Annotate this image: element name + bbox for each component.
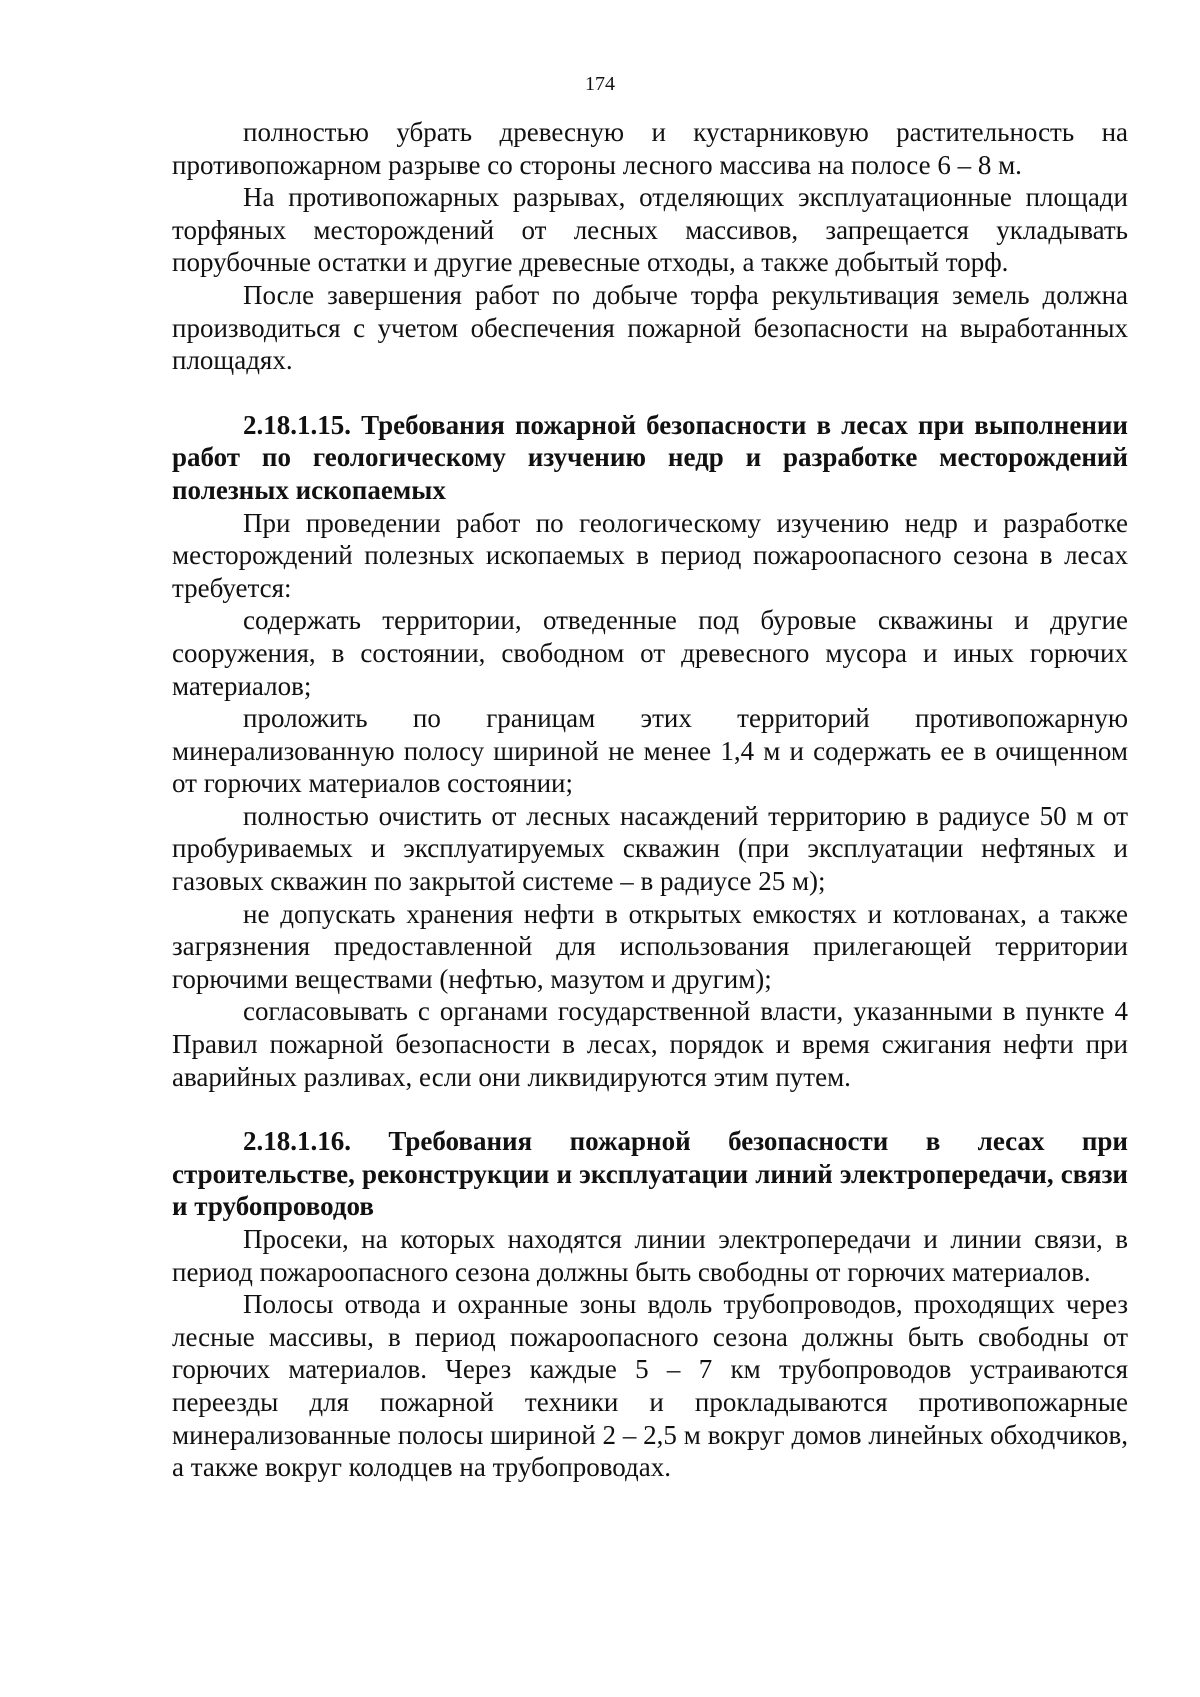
paragraph: согласовывать с органами государственной власти, указанными в пункте 4 Правил пожарной безопасности в лесах, порядок и время сжигания нефти при аварийных разливах, если они ликвидируются этим путем. <box>172 996 1128 1092</box>
section-spacer <box>172 377 1128 409</box>
paragraph: проложить по границам этих территорий противопожарную минерализованную полосу шириной не менее 1,4 м и содержать ее в очищенном от горючих материалов состоянии; <box>172 703 1128 799</box>
paragraph: полностью очистить от лесных насаждений территорию в радиусе 50 м от пробуриваемых и эксплуатируемых скважин (при эксплуатации нефтяных и газовых скважин по закрытой системе – в радиусе 25 м); <box>172 800 1128 897</box>
paragraph: полностью убрать древесную и кустарниковую растительность на противопожарном разрыве со стороны лесного массива на полосе 6 – 8 м. <box>172 117 1128 180</box>
paragraph: содержать территории, отведенные под буровые скважины и другие сооружения, в состоянии, свободном от древесного мусора и иных горючих материалов; <box>172 605 1128 701</box>
document-body <box>172 116 1128 1484</box>
paragraph: На противопожарных разрывах, отделяющих эксплуатационные площади торфяных месторождений от лесных массивов, запрещается укладывать порубочные остатки и другие древесные отходы, а также добытый торф. <box>172 182 1128 278</box>
page-number: 174 <box>585 73 615 95</box>
paragraph: не допускать хранения нефти в открытых емкостях и котлованах, а также загрязнения предоставленной для использования прилегающей территории горючими веществами (нефтью, мазутом и другим); <box>172 898 1128 994</box>
section-heading: 2.18.1.15. Требования пожарной безопасности в лесах при выполнении работ по геологическому изучению недр и разработке месторождений полезных ископаемых <box>172 409 1128 505</box>
paragraph: Полосы отвода и охранные зоны вдоль трубопроводов, проходящих через лесные массивы, в период пожароопасного сезона должны быть свободны от горючих материалов. Через каждые 5 – 7 км трубопроводов устраиваются переезды для пожарной техники и прокладываются противопожарные минерализованные полосы шириной 2 – 2,5 м вокруг домов линейных обходчиков, а также вокруг колодцев на трубопроводах. <box>172 1289 1128 1483</box>
paragraph: После завершения работ по добыче торфа рекультивация земель должна производиться с учетом обеспечения пожарной безопасности на выработанных площадях. <box>172 279 1128 376</box>
paragraph: При проведении работ по геологическому изучению недр и разработке месторождений полезных ископаемых в период пожароопасного сезона в лесах требуется: <box>172 507 1128 603</box>
section-heading: 2.18.1.16. Требования пожарной безопасности в лесах при строительстве, реконструкции и эксплуатации линий электропередачи, связи и трубопроводов <box>172 1126 1128 1222</box>
paragraph: Просеки, на которых находятся линии электропередачи и линии связи, в период пожароопасного сезона должны быть свободны от горючих материалов. <box>172 1224 1128 1287</box>
section-spacer <box>172 1093 1128 1125</box>
